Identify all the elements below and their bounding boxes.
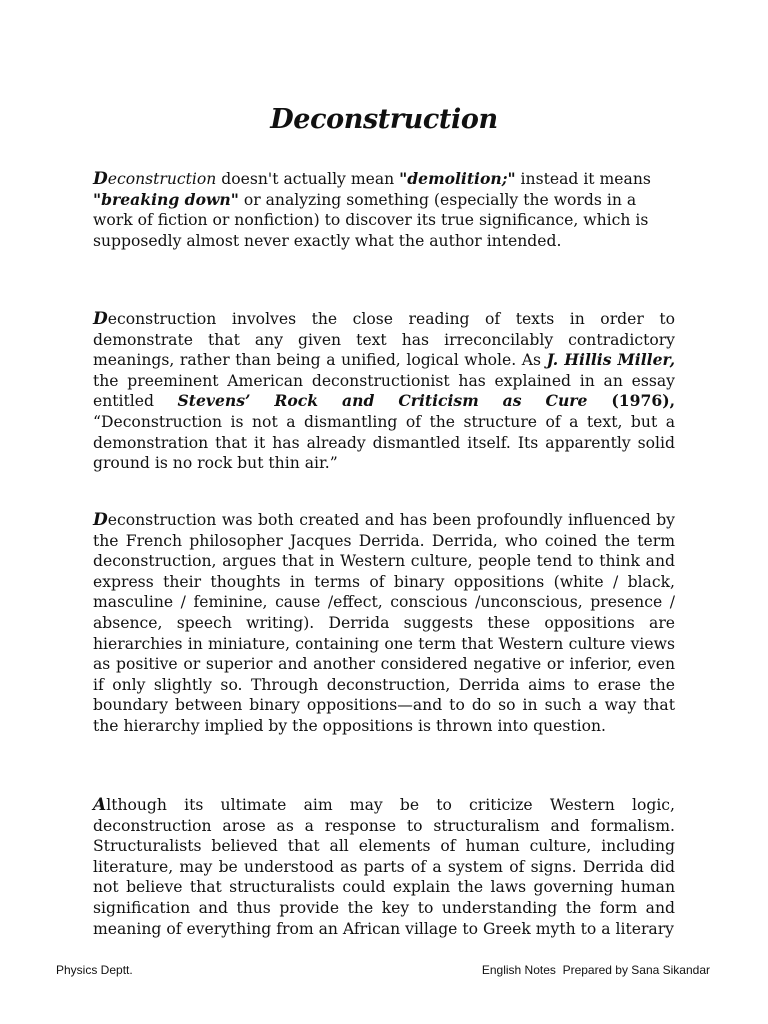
term-emphasis: econstruction: [107, 170, 217, 188]
paragraph-definition: [93, 169, 675, 251]
footer-credit: English Notes Prepared by Sana Sikandar: [481, 963, 710, 977]
drop-letter: D: [93, 309, 108, 329]
drop-letter: D: [93, 510, 108, 530]
paragraph-text: instead it means: [515, 170, 651, 188]
paragraph-text: or analyzing something (especially the words in a work of fiction or nonfiction) to discover its true significance, which is supposedly almost never exactly what the author intended.: [93, 190, 649, 250]
essay-title: Stevens’ Rock and Criticism as Cure: [177, 391, 588, 411]
page-title: Deconstruction: [270, 104, 498, 135]
paragraph-text: econstruction was both created and has been profoundly influenced by the French philosopher Jacques Derrida. Derrida, who coined the term deconstruction, argues that in Western culture, people tend to think and express their thoughts in terms of binary oppositions (white / black, masculine / feminine, cause /effect, conscious /unconscious, presence / absence, speech writing). Derrida suggests these oppositions are hierarchies in miniature, containing one term that Western culture views as positive or superior and another considered negative or inferior, even if only slightly so. Through deconstruction, Derrida aims to erase the boundary between binary oppositions—and to do so in such a way that the hierarchy implied by the oppositions is thrown into question.: [93, 511, 675, 735]
paragraph-text: “Deconstruction is not a dismantling of the structure of a text, but a demonstration that it has already dismantled itself. Its apparently solid ground is no rock but thin air.”: [93, 412, 675, 473]
paragraph-text: lthough its ultimate aim may be to criticize Western logic, deconstruction arose as a response to structuralism and formalism. Structuralists believed that all elements of human culture, including literature, may be understood as parts of a system of signs. Derrida did not believe that structuralists could explain the laws governing human signification and thus provide the key to understanding the form and meaning of everything from an African village to Greek myth to a literary: [93, 796, 675, 938]
author-name: J. Hillis Miller,: [546, 350, 676, 370]
quote-emphasis: "demolition;": [399, 169, 516, 188]
paragraph-text: econstruction involves the close reading of texts in order to demonstrate that any given text has irreconcilably contradictory meanings, rather than being a unified, logical whole. As: [93, 310, 675, 370]
paragraph-structuralism: [93, 795, 675, 939]
essay-year: (1976),: [587, 391, 675, 411]
footer-department: Physics Deptt.: [56, 963, 133, 977]
paragraph-miller: [93, 309, 675, 474]
paragraph-text: the preeminent American deconstructionist has explained in an essay entitled: [93, 371, 675, 411]
drop-letter: D: [93, 169, 108, 189]
paragraph-text: doesn't actually mean: [216, 170, 400, 188]
paragraph-derrida: [93, 510, 675, 737]
quote-emphasis: "breaking down": [93, 189, 239, 209]
drop-letter: A: [93, 795, 107, 815]
